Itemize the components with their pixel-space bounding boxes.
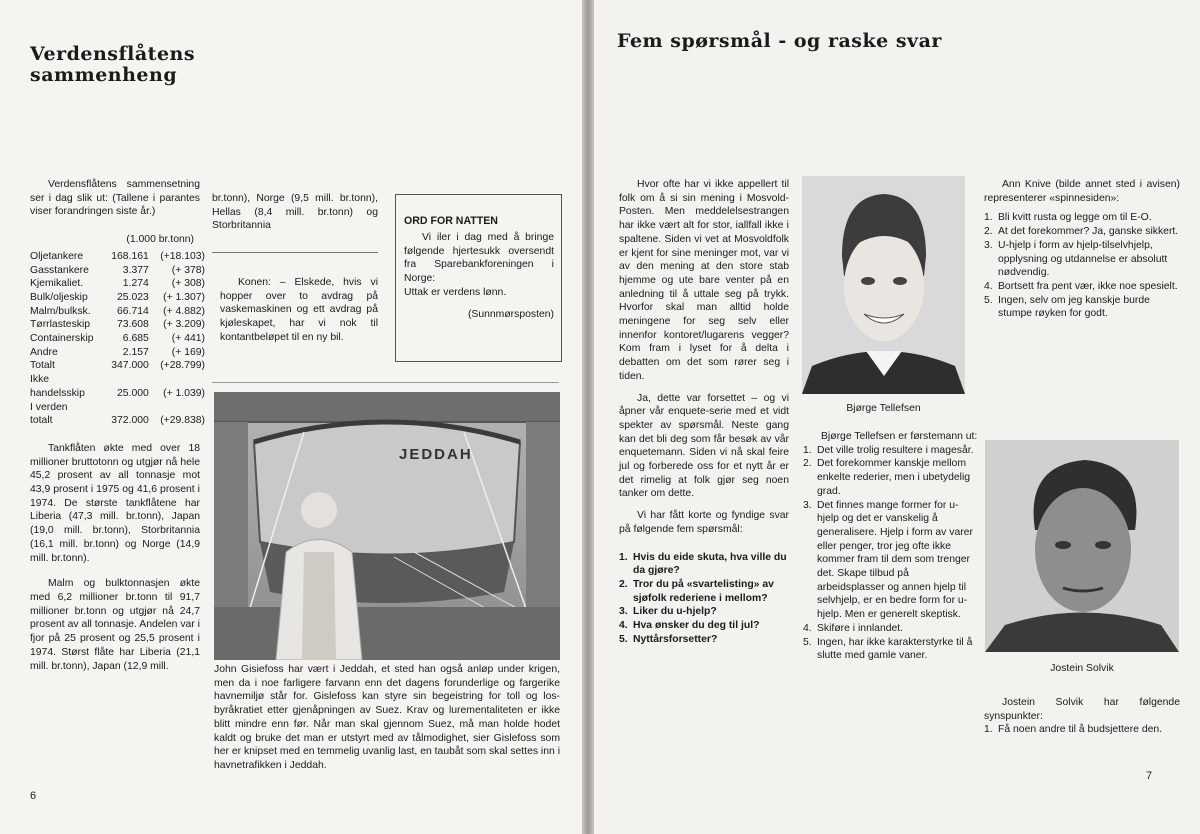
fleet-row xyxy=(30,346,205,360)
list-number: 1. xyxy=(984,212,993,224)
list-text: Det finnes mange former for u-hjelp og det er vanskelig å generalisere. Hjelp i form av varer eller penger, tror jeg ofte ikke kommer fram til dem som trenger det. Skape tilbud på arbeidsplasser og annen hjelp til selvhjelp, er en bedre form for u-hjelp. Men er generelt skeptisk. xyxy=(817,499,973,621)
left-page-title xyxy=(30,44,290,86)
list-number: 1. xyxy=(984,724,993,736)
table-unit: (1.000 br.tonn) xyxy=(126,234,194,246)
jostein-intro: Jostein Solvik har følgende synspunkter: xyxy=(984,697,1180,722)
fleet-value: 6.685 xyxy=(122,333,149,345)
list-number: 4. xyxy=(619,620,628,632)
fleet-label: Andre xyxy=(30,346,58,358)
fleet-row xyxy=(30,332,205,346)
divider xyxy=(212,252,378,253)
fleet-row xyxy=(30,291,205,305)
list-number: 5. xyxy=(619,633,628,645)
right-column-3 xyxy=(984,178,1180,321)
intro-paragraph-2: Ja, dette var forsettet – og vi åpner vår enquete-serie med et vidt spekter av spørsmål. Neste gang kan det bli deg som får besøk av vår enquetemann. Siden vi nå skal feire jul og forberede oss for et nytt år er det rimelig at folk gjør seg noen tanker om dette. xyxy=(619,392,789,500)
ship-photo-image xyxy=(214,392,560,660)
intro-paragraph-1: Hvor ofte har vi ikke appellert til folk om å si sin mening i Mosvold-Posten. Men meddelelsestrangen har ikke vært alt for stor, iallfall ikke i spaltene. Siden vi vet at Mosvoldfolk er kjent for sine meninger mot, var vi av den mening at den store stab hjemme og ute bare venter på en anledning til å uttale seg på trykk. Hvorfor skal man alltid holde meningene for seg selv eller innenfor kontoret/lugarens vegger? Kom fram i lyset for å delta i debatten om det som rører seg i tiden. xyxy=(619,179,789,382)
title-line-1: Verdensflåtens xyxy=(30,43,196,65)
fleet-value: 25.023 xyxy=(117,291,149,303)
fleet-label: Kjemikaliet. xyxy=(30,278,84,290)
fleet-change: (+ 4.882) xyxy=(163,305,205,317)
fleet-row xyxy=(30,250,205,264)
list-text: Ingen, selv om jeg kanskje burde stumpe røyken for godt. xyxy=(998,294,1150,320)
left-page xyxy=(0,0,582,834)
fleet-value xyxy=(105,401,149,415)
fleet-label: Tørrlasteskip xyxy=(30,319,91,331)
list-number: 4. xyxy=(803,622,812,634)
list-text: U-hjelp i form av hjelp-tilselvhjelp, opplysning og utdannelse er absolutt nødvendig. xyxy=(998,239,1168,279)
list-text: Tror du på «svartelisting» av sjøfolk rederiene i mellom? xyxy=(633,578,774,604)
jostein-portrait xyxy=(985,440,1179,652)
fleet-label: Gasstankere xyxy=(30,264,89,276)
fleet-row xyxy=(30,305,205,319)
list-text: Hva ønsker du deg til jul? xyxy=(633,620,760,632)
list-number: 2. xyxy=(619,578,628,590)
list-number: 5. xyxy=(803,636,812,648)
question-item xyxy=(619,578,789,605)
fleet-label: Oljetankere xyxy=(30,250,84,262)
box-title: ORD FOR NATTEN xyxy=(404,215,498,227)
fleet-change xyxy=(149,401,205,415)
list-text: At det forekommer? Ja, ganske sikkert. xyxy=(998,226,1179,238)
list-text: Det forekommer kanskje mellom enkelte rederier, men i ubetydelig grad. xyxy=(817,458,971,497)
fleet-change: (+ 1.307) xyxy=(163,291,205,303)
list-text: Få noen andre til å budsjettere den. xyxy=(998,724,1163,736)
fleet-value: 3.377 xyxy=(122,264,149,276)
box-source: (Sunnmørsposten) xyxy=(467,308,554,320)
bjorge-intro: Bjørge Tellefsen er førstemann ut: xyxy=(821,431,978,442)
fleet-value: 2.157 xyxy=(122,346,149,358)
fleet-row xyxy=(30,318,205,332)
fleet-value: 73.608 xyxy=(117,319,149,331)
fleet-change: (+ 169) xyxy=(171,346,205,358)
list-text: Skiføre i innlandet. xyxy=(817,622,904,634)
answer-item xyxy=(984,280,1180,294)
right-column-1 xyxy=(619,178,789,647)
bjorge-caption: Bjørge Tellefsen xyxy=(846,403,921,414)
fleet-change xyxy=(149,373,205,387)
intro-paragraph-3: Vi har fått korte og fyndige svar på følgende fem spørsmål: xyxy=(619,510,789,535)
right-column-2 xyxy=(803,430,978,663)
fleet-change: (+ 378) xyxy=(171,264,205,276)
list-text: Bortsett fra pent vær, ikke noe spesielt. xyxy=(998,280,1178,292)
photo-caption: John Gisiefoss har vært i Jeddah, et sted han også anløp under krigen, men da i noe farligere farvann enn det dagens forunderlige og fargerike havnemiljø står for. Gislefoss kan styre sin begeistring for toll og los-byråkratiet etter gjenåpningen av Suez. Krav og lurementaliteten er ikke blitt mindre enn før. Når man skal gjennom Suez, må man holde hodet kaldt og bruke det man er utstyrt med av tålmodighet, sier Gislefoss som her er knipset med en temmelig uvanlig last, en taubåt som skal settes inn i havnetrafikken i Jeddah. xyxy=(214,664,560,771)
list-number: 5. xyxy=(984,294,993,306)
photo-top-rule xyxy=(212,382,559,383)
fleet-row xyxy=(30,277,205,291)
list-text: Det ville trolig resultere i magesår. xyxy=(817,444,974,456)
fleet-row xyxy=(30,414,205,428)
title-line-2: sammenheng xyxy=(30,64,178,86)
list-number: 3. xyxy=(984,239,993,251)
fleet-change: (+29.838) xyxy=(160,415,205,427)
jostein-answers xyxy=(984,723,1180,737)
answer-item xyxy=(803,499,978,622)
answer-item xyxy=(803,457,978,498)
fleet-value: 168.161 xyxy=(111,250,149,262)
fleet-value: 1.274 xyxy=(122,278,149,290)
fleet-value: 347.000 xyxy=(111,360,149,372)
fleet-value: 25.000 xyxy=(117,387,149,399)
answer-item xyxy=(984,294,1180,321)
list-number: 3. xyxy=(803,499,812,511)
jostein-block xyxy=(984,696,1180,737)
spine xyxy=(582,0,594,834)
answer-item xyxy=(803,444,978,458)
page-number-left: 6 xyxy=(30,790,37,802)
box-body xyxy=(404,231,554,321)
jostein-caption: Jostein Solvik xyxy=(1050,663,1114,674)
left-column-1 xyxy=(30,178,205,673)
fleet-label: Ikke xyxy=(30,374,50,386)
fleet-row xyxy=(30,387,205,401)
answer-item xyxy=(984,239,1180,280)
box-text: Vi iler i dag med å bringe følgende hjertesukk oversendt fra Sparebankforeningen i Norge: xyxy=(404,232,554,285)
list-text: Hvis du eide skuta, hva ville du da gjøre? xyxy=(633,551,787,577)
ann-intro: Ann Knive (bilde annet sted i avisen) representerer «spinnesiden»: xyxy=(984,179,1180,204)
jostein-photo xyxy=(985,440,1179,652)
continued-paragraph: br.tonn), Norge (9,5 mill. br.tonn), Hellas (8,4 mill. br.tonn) og Storbritannia xyxy=(212,193,378,232)
list-number: 1. xyxy=(619,551,628,563)
tank-paragraph: Tankflåten økte med over 18 millioner bruttotonn og utgjør nå hele 45,2 prosent av all tonnasje mot 43,9 prosent i 1975 og 41,6 prosent i 1974. De største tankflåtene har Liberia (47,3 mill. br.tonn), Japan (19,0 mill. br.tonn), Storbritannia (16,1 mill. br.tonn) og Norge (14,9 mill. br.tonn). xyxy=(30,442,200,564)
fleet-change: (+ 441) xyxy=(171,333,205,345)
list-number: 1. xyxy=(803,444,812,456)
bjorge-portrait xyxy=(802,176,965,394)
list-number: 3. xyxy=(619,606,628,618)
konen-text: Konen: – Elskede, hvis vi hopper over to avdrag på vaskemaskinen og ett avdrag på kjøleskapet, har vi nok til kontantbeløpet til en ny bil. xyxy=(220,277,378,343)
list-text: Ingen, har ikke karakterstyrke til å slutte med gamle vaner. xyxy=(817,636,973,662)
list-text: Bli kvitt rusta og legge om til E-O. xyxy=(998,212,1152,224)
fleet-label: handelsskip xyxy=(30,387,85,399)
fleet-table xyxy=(30,250,205,428)
fleet-change: (+ 3.209) xyxy=(163,319,205,331)
box-quote: Uttak er verdens lønn. xyxy=(404,286,507,298)
ann-answers xyxy=(984,211,1180,321)
intro-paragraph: Verdensflåtens sammensetning ser i dag slik ut: (Tallene i parantes viser forandringen siste år.) xyxy=(30,179,200,218)
list-text: Nyttårsforsetter? xyxy=(633,633,718,645)
ship-name: JEDDAH xyxy=(399,446,473,463)
fleet-change: (+18.103) xyxy=(160,250,205,262)
fleet-label: totalt xyxy=(30,415,53,427)
fleet-row xyxy=(30,401,205,415)
question-item xyxy=(619,633,789,647)
fleet-label: Bulk/oljeskip xyxy=(30,291,88,303)
malm-paragraph: Malm og bulktonnasjen økte med 6,2 millioner br.tonn til 91,7 millioner br.tonn og utgjør nå 24,7 prosent av all tonnasje. Andelen var i fjor på 25 prosent og 25,5 prosent i 1974. Størst flåte har Liberia (21,1 mill. br.tonn), Japan (12,9 mill. xyxy=(30,578,200,672)
page-number-right: 7 xyxy=(1146,770,1153,782)
fleet-row xyxy=(30,264,205,278)
question-item xyxy=(619,605,789,619)
list-text: Liker du u-hjelp? xyxy=(633,606,717,618)
left-column-2-top xyxy=(212,192,378,233)
bjorge-photo xyxy=(802,176,965,394)
list-number: 4. xyxy=(984,280,993,292)
fleet-label: Totalt xyxy=(30,360,55,372)
bjorge-answers xyxy=(803,444,978,663)
questions-list xyxy=(619,551,789,647)
fleet-value xyxy=(105,373,149,387)
answer-item xyxy=(984,723,1180,737)
answer-item xyxy=(984,211,1180,225)
answer-item xyxy=(803,636,978,663)
fleet-value: 66.714 xyxy=(117,305,149,317)
fleet-value: 372.000 xyxy=(111,415,149,427)
fleet-change: (+28.799) xyxy=(160,360,205,372)
konen-joke xyxy=(220,276,378,345)
answer-item xyxy=(984,225,1180,239)
ship-photo xyxy=(214,392,560,660)
fleet-label: Malm/bulksk. xyxy=(30,305,91,317)
answer-item xyxy=(803,622,978,636)
question-item xyxy=(619,619,789,633)
fleet-change: (+ 308) xyxy=(171,278,205,290)
right-page-title: Fem spørsmål - og raske svar xyxy=(617,30,942,52)
fleet-label: Containerskip xyxy=(30,333,94,345)
list-number: 2. xyxy=(803,458,812,470)
fleet-row xyxy=(30,373,205,387)
fleet-row xyxy=(30,359,205,373)
fleet-label: I verden xyxy=(30,401,68,413)
ord-for-natten-box xyxy=(395,194,562,362)
list-number: 2. xyxy=(984,226,993,238)
fleet-change: (+ 1.039) xyxy=(163,387,205,399)
question-item xyxy=(619,551,789,578)
